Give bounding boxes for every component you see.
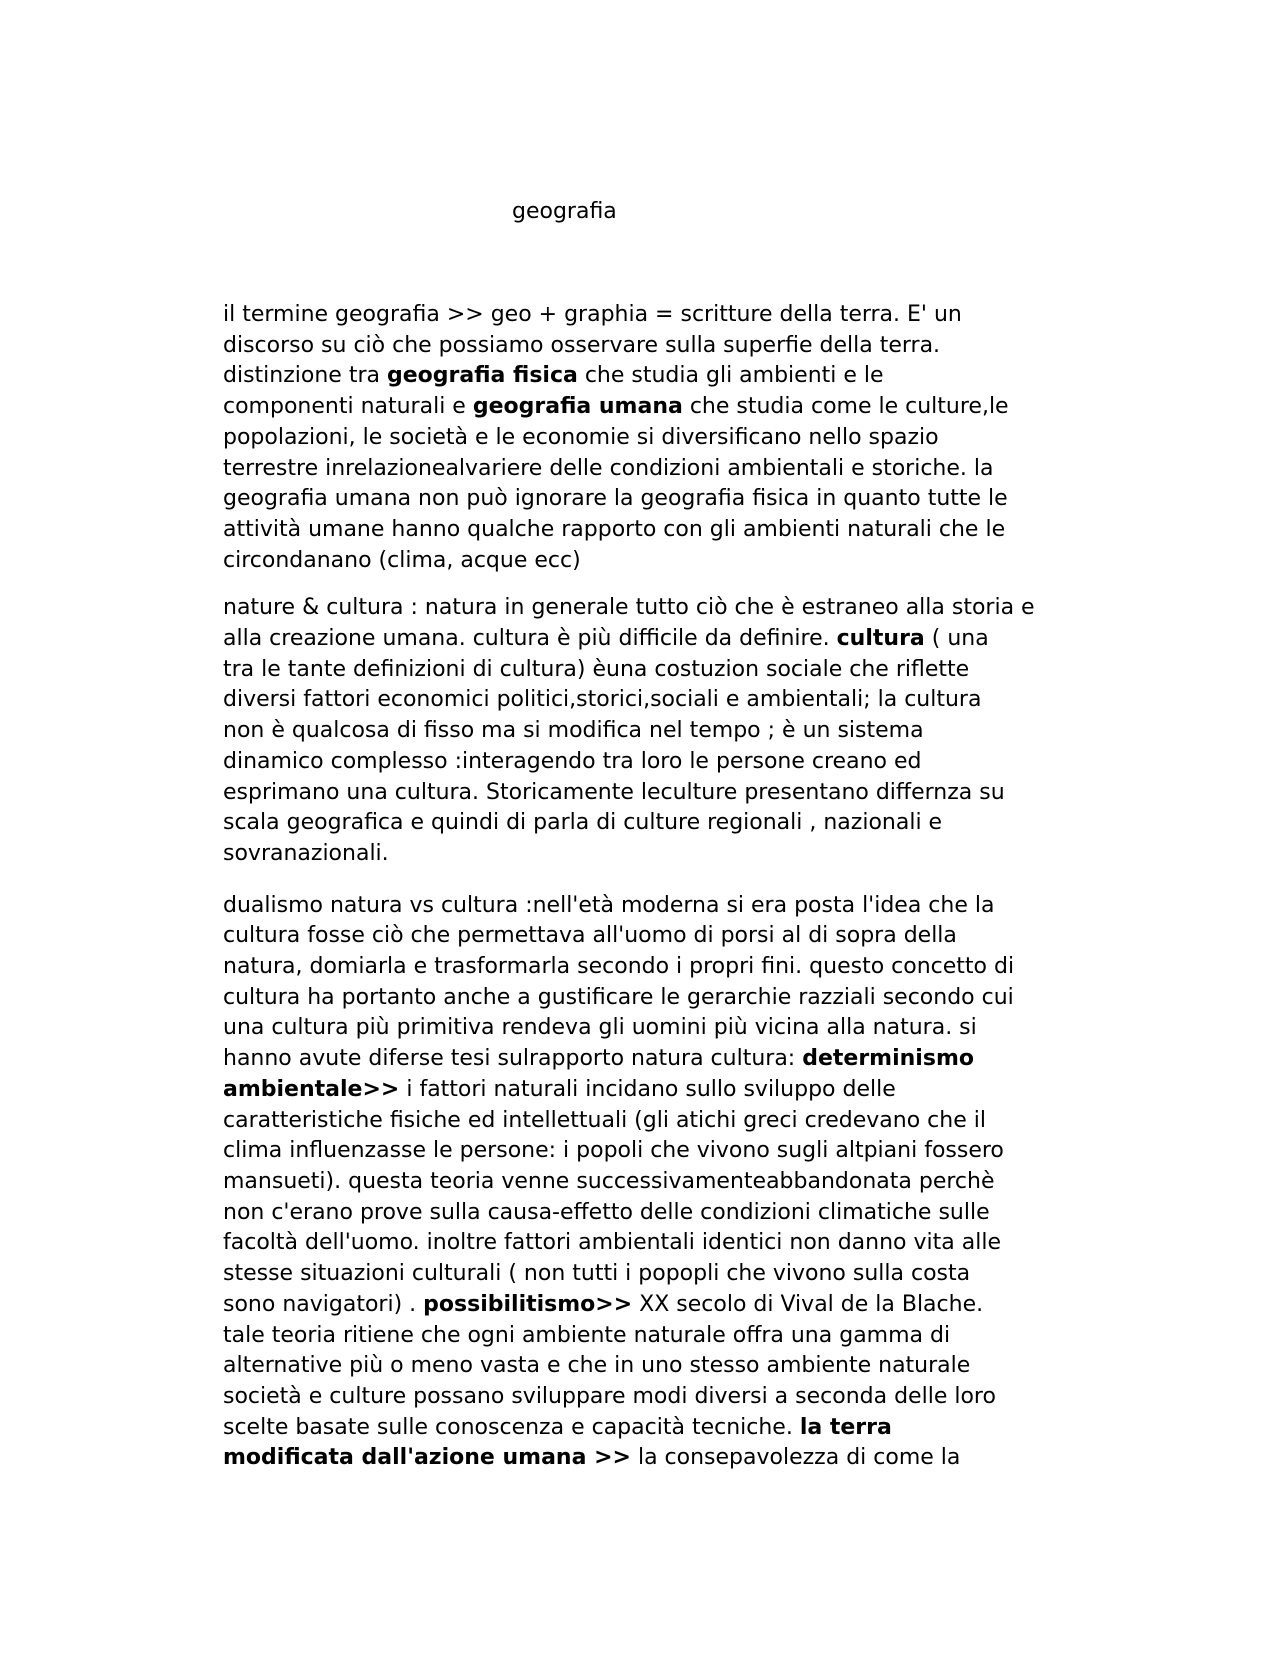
text-run: attività umane hanno qualche rapporto con gli ambienti naturali che le (223, 516, 1006, 542)
text-line (223, 1106, 1091, 1137)
bold-term: cultura (836, 626, 925, 652)
text-line (223, 983, 1091, 1014)
text-run: sono navigatori) . (223, 1291, 424, 1317)
text-line (223, 1290, 1091, 1321)
text-run: caratteristiche fisiche ed intellettuali (gli atichi greci credevano che il (223, 1107, 986, 1133)
text-line (223, 747, 1091, 778)
text-line (223, 392, 1091, 423)
text-run: la consepavolezza di come la (630, 1445, 961, 1471)
text-run: tra le tante definizioni di cultura) èuna costuzion sociale che riflette (223, 656, 970, 682)
bold-term: geografia umana (472, 394, 683, 420)
text-line (223, 1259, 1091, 1290)
text-line (223, 1413, 1091, 1444)
document-title: geografia (512, 199, 617, 224)
text-line (223, 891, 1091, 922)
text-run: il termine geografia >> geo + graphia = scritture della terra. E' un (223, 302, 962, 327)
text-line (223, 808, 1091, 839)
paragraph-dualismo (223, 891, 1091, 1474)
bold-term: la terra (799, 1414, 892, 1440)
text-run: tale teoria ritiene che ogni ambiente naturale offra una gamma di (223, 1322, 951, 1348)
text-line (223, 1321, 1091, 1352)
text-line (223, 655, 1091, 686)
text-run: dualismo natura vs cultura :nell'età moderna si era posta l'idea che la (223, 892, 995, 918)
text-run: nature & cultura : natura in generale tutto ciò che è estraneo alla storia e (223, 595, 1035, 621)
text-run: popolazioni, le società e le economie si diversificano nello spazio (223, 424, 939, 450)
text-line (223, 921, 1091, 952)
text-run: i fattori naturali incidano sullo sviluppo delle (399, 1076, 896, 1102)
text-run: mansueti). questa teoria venne successivamenteabbandonata perchè (223, 1168, 995, 1194)
text-run: diversi fattori economici politici,storici,sociali e ambientali; la cultura (223, 687, 982, 713)
paragraph-natura-cultura (223, 593, 1091, 869)
text-line (223, 1351, 1091, 1382)
bold-term: determinismo (802, 1046, 974, 1072)
text-line (223, 839, 1091, 870)
text-run: non è qualcosa di fisso ma si modifica nel tempo ; è un sistema (223, 718, 924, 744)
text-line (223, 331, 1091, 362)
text-run: cultura ha portanto anche a gustificare le gerarchie razziali secondo cui (223, 984, 1014, 1010)
text-line (223, 1228, 1091, 1259)
text-run: alternative più o meno vasta e che in uno stesso ambiente naturale (223, 1353, 971, 1379)
text-line (223, 546, 1091, 577)
text-run: XX secolo di Vival de la Blache. (632, 1291, 984, 1317)
text-run: terrestre inrelazionealvariere delle condizioni ambientali e storiche. la (223, 455, 994, 481)
text-run: cultura fosse ciò che permettava all'uomo di porsi al di sopra della (223, 923, 957, 949)
text-run: distinzione tra (223, 363, 387, 389)
text-run: circondanano (clima, acque ecc) (223, 547, 581, 573)
bold-term: geografia fisica (386, 363, 578, 389)
text-run: esprimano una cultura. Storicamente leculture presentano differnza su (223, 779, 1005, 805)
text-run: una cultura più primitiva rendeva gli uomini più vicina alla natura. si (223, 1015, 977, 1041)
text-line (223, 778, 1091, 809)
text-line (223, 624, 1091, 655)
text-line (223, 1075, 1091, 1106)
text-run: scelte basate sulle conoscenza e capacità tecniche. (223, 1414, 800, 1440)
text-run: facoltà dell'uomo. inoltre fattori ambientali identici non danno vita alle (223, 1230, 1001, 1256)
text-line (223, 1198, 1091, 1229)
text-line (223, 593, 1091, 624)
bold-term: ambientale>> (223, 1076, 400, 1102)
text-run: sovranazionali. (223, 840, 389, 866)
text-line (223, 1443, 1091, 1474)
text-run: società e culture possano sviluppare modi diversi a seconda delle loro (223, 1383, 996, 1409)
text-run: hanno avute diferse tesi sulrapporto natura cultura: (223, 1046, 803, 1072)
text-run: scala geografica e quindi di parla di culture regionali , nazionali e (223, 810, 943, 836)
text-run: dinamico complesso :interagendo tra loro le persone creano ed (223, 748, 922, 774)
text-run: alla creazione umana. cultura è più difficile da definire. (223, 626, 837, 652)
text-run: non c'erano prove sulla causa-effetto delle condizioni climatiche sulle (223, 1199, 990, 1225)
text-line (223, 1013, 1091, 1044)
text-run: clima influenzasse le persone: i popoli che vivono sugli altpiani fossero (223, 1138, 1004, 1164)
text-run: discorso su ciò che possiamo osservare sulla superfie della terra. (223, 332, 941, 358)
text-line (223, 1044, 1091, 1075)
text-run: geografia umana non può ignorare la geografia fisica in quanto tutte le (223, 486, 1008, 512)
text-run: che studia gli ambienti e le (577, 363, 884, 389)
text-run: natura, domiarla e trasformarla secondo i propri fini. questo concetto di (223, 954, 1015, 980)
text-line (223, 300, 1091, 331)
text-run: che studia come le culture,le (682, 394, 1009, 420)
bold-term: possibilitismo>> (423, 1291, 633, 1317)
text-line (223, 361, 1091, 392)
text-line (223, 423, 1091, 454)
text-line (223, 952, 1091, 983)
text-line (223, 685, 1091, 716)
text-line (223, 1382, 1091, 1413)
text-line (223, 515, 1091, 546)
document-body (223, 300, 1091, 1474)
text-line (223, 454, 1091, 485)
text-line (223, 716, 1091, 747)
bold-term: modificata dall'azione umana >> (223, 1445, 631, 1471)
text-run: stesse situazioni culturali ( non tutti i popopli che vivono sulla costa (223, 1261, 971, 1287)
text-line (223, 484, 1091, 515)
text-line (223, 1167, 1091, 1198)
paragraph-geografia (223, 300, 1091, 576)
text-run: ( una (924, 626, 989, 652)
text-run: componenti naturali e (223, 394, 473, 420)
text-line (223, 1136, 1091, 1167)
